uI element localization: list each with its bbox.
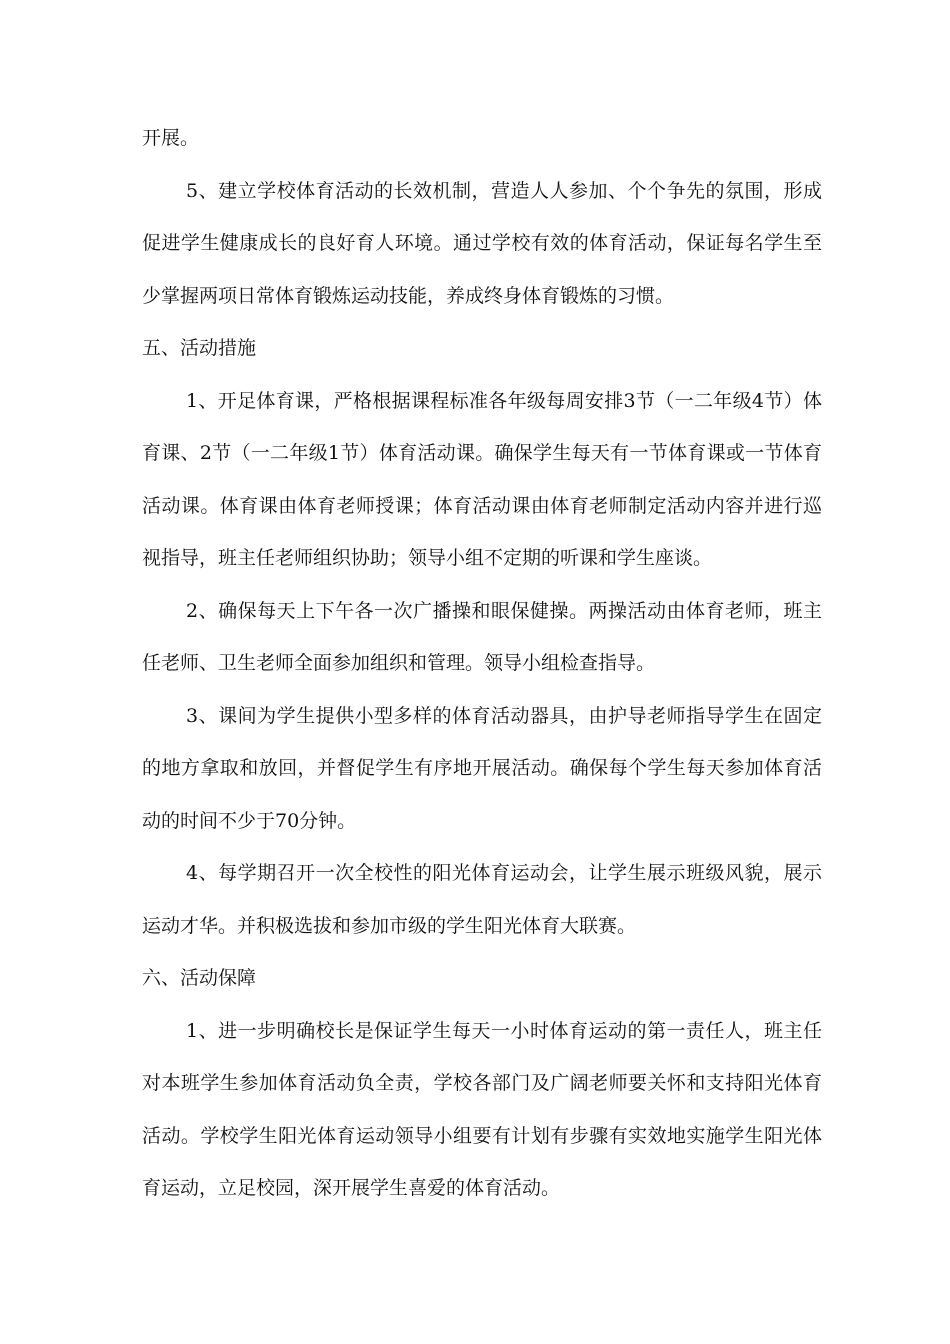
- paragraph-continuation: 开展。: [142, 127, 200, 149]
- paragraph-measure-1: 1、开足体育课，严格根据课程标准各年级每周安排3节（一二年级4节）体育课、2节（一二年级1节）体育活动课。确保学生每天有一节体育课或一节体育活动课。体育课由体育老师授课；体育活动课由体育老师制定活动内容并进行巡视指导，班主任老师组织协助；领导小组不定期的听课和学生座谈。: [142, 389, 822, 569]
- section-heading-measures: 五、活动措施: [142, 337, 257, 359]
- paragraph-measure-2: 2、确保每天上下午各一次广播操和眼保健操。两操活动由体育老师，班主任老师、卫生老师全面参加组织和管理。领导小组检查指导。: [142, 599, 822, 674]
- paragraph-measure-4: 4、每学期召开一次全校性的阳光体育运动会，让学生展示班级风貌，展示运动才华。并积极选拔和参加市级的学生阳光体育大联赛。: [142, 862, 822, 937]
- document-body: [142, 112, 822, 1215]
- paragraph-measure-3: 3、课间为学生提供小型多样的体育活动器具，由护导老师指导学生在固定的地方拿取和放回，并督促学生有序地开展活动。确保每个学生每天参加体育活动的时间不少于70分钟。: [142, 704, 822, 832]
- paragraph-item-5: 5、建立学校体育活动的长效机制，营造人人参加、个个争先的氛围，形成促进学生健康成长的良好育人环境。通过学校有效的体育活动，保证每名学生至少掌握两项日常体育锻炼运动技能，养成终身体育锻炼的习惯。: [142, 179, 822, 307]
- section-heading-guarantee: 六、活动保障: [142, 967, 257, 989]
- paragraph-guarantee-1: 1、进一步明确校长是保证学生每天一小时体育运动的第一责任人，班主任对本班学生参加体育活动负全责，学校各部门及广阔老师要关怀和支持阳光体育活动。学校学生阳光体育运动领导小组要有计划有步骤有实效地实施学生阳光体育运动，立足校园，深开展学生喜爱的体育活动。: [142, 1019, 822, 1199]
